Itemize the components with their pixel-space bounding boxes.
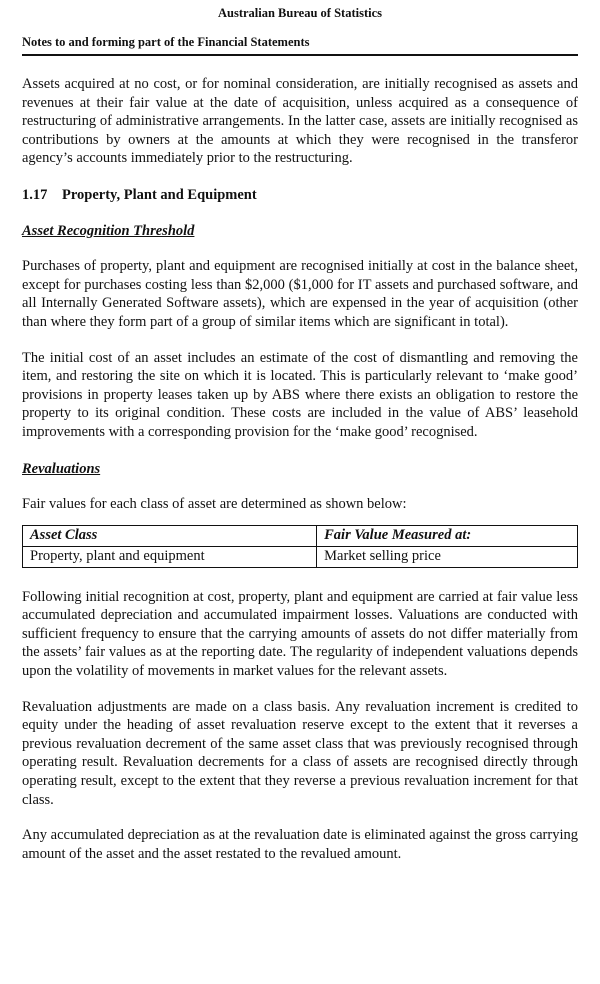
section-title: Property, Plant and Equipment: [62, 186, 257, 203]
fair-value-table: [22, 525, 578, 568]
table-header-fair-value: Fair Value Measured at:: [317, 525, 578, 546]
table-header-row: [23, 525, 578, 546]
paragraph-initial-cost: The initial cost of an asset includes an estimate of the cost of dismantling and removing the item, and restoring the site on which it is located. This is particularly relevant to ‘make good’ provisions in property leases taken up by ABS where there exists an obligation to restore the property to its original condition. These costs are included in the value of ABS’ leasehold improvements with a corresponding provision for the ‘make good’ recognised.: [22, 349, 578, 440]
notes-heading: Notes to and forming part of the Financial Statements: [22, 35, 578, 56]
paragraph-assets-no-cost: Assets acquired at no cost, or for nominal consideration, are initially recognised as assets and revenues at their fair value at the date of acquisition, unless acquired as a consequence of restructuring of administrative arrangements. In the latter case, assets are initially recognised as contributions by owners at the amounts at which they were recognised in the transferor agency’s accounts immediately prior to the restructuring.: [22, 76, 578, 167]
table-cell-asset-class: Property, plant and equipment: [23, 546, 317, 567]
subheading-revaluations: Revaluations: [22, 460, 101, 477]
paragraph-following-recognition: Following initial recognition at cost, property, plant and equipment are carried at fair value less accumulated depreciation and accumulated impairment losses. Valuations are conducted with sufficient frequency to ensure that the carrying amounts of assets do not differ materially from the assets’ fair values as at the reporting date. The regularity of independent valuations depends upon the volatility of movements in market values for the relevant assets.: [22, 588, 578, 680]
page-title: Australian Bureau of Statistics: [217, 6, 382, 20]
table-header-asset-class: Asset Class: [23, 525, 317, 546]
subheading-asset-recognition-threshold: Asset Recognition Threshold: [22, 222, 195, 239]
section-heading-1-17: [22, 186, 578, 205]
paragraph-accumulated-depreciation: Any accumulated depreciation as at the revaluation date is eliminated against the gross carrying amount of the asset and the asset restated to the revalued amount.: [22, 827, 578, 862]
section-number: 1.17: [22, 186, 48, 203]
table-cell-fair-value: Market selling price: [317, 546, 578, 567]
paragraph-fair-values-intro: Fair values for each class of asset are determined as shown below:: [22, 496, 407, 513]
table-row: [23, 546, 578, 567]
paragraph-purchases: Purchases of property, plant and equipment are recognised initially at cost in the balance sheet, except for purchases costing less than $2,000 ($1,000 for IT assets and purchased software, and all Internally Generated Software assets), which are expensed in the year of acquisition (other than where they form part of a group of similar items which are significant in total).: [22, 258, 578, 330]
paragraph-revaluation-adjustments: Revaluation adjustments are made on a class basis. Any revaluation increment is credited to equity under the heading of asset revaluation reserve except to the extent that it reverses a previous revaluation decrement of the same asset class that was previously recognised through operating result. Revaluation decrements for a class of assets are recognised directly through operating result, except to the extent that they reverse a previous revaluation increment for that class.: [22, 698, 578, 808]
